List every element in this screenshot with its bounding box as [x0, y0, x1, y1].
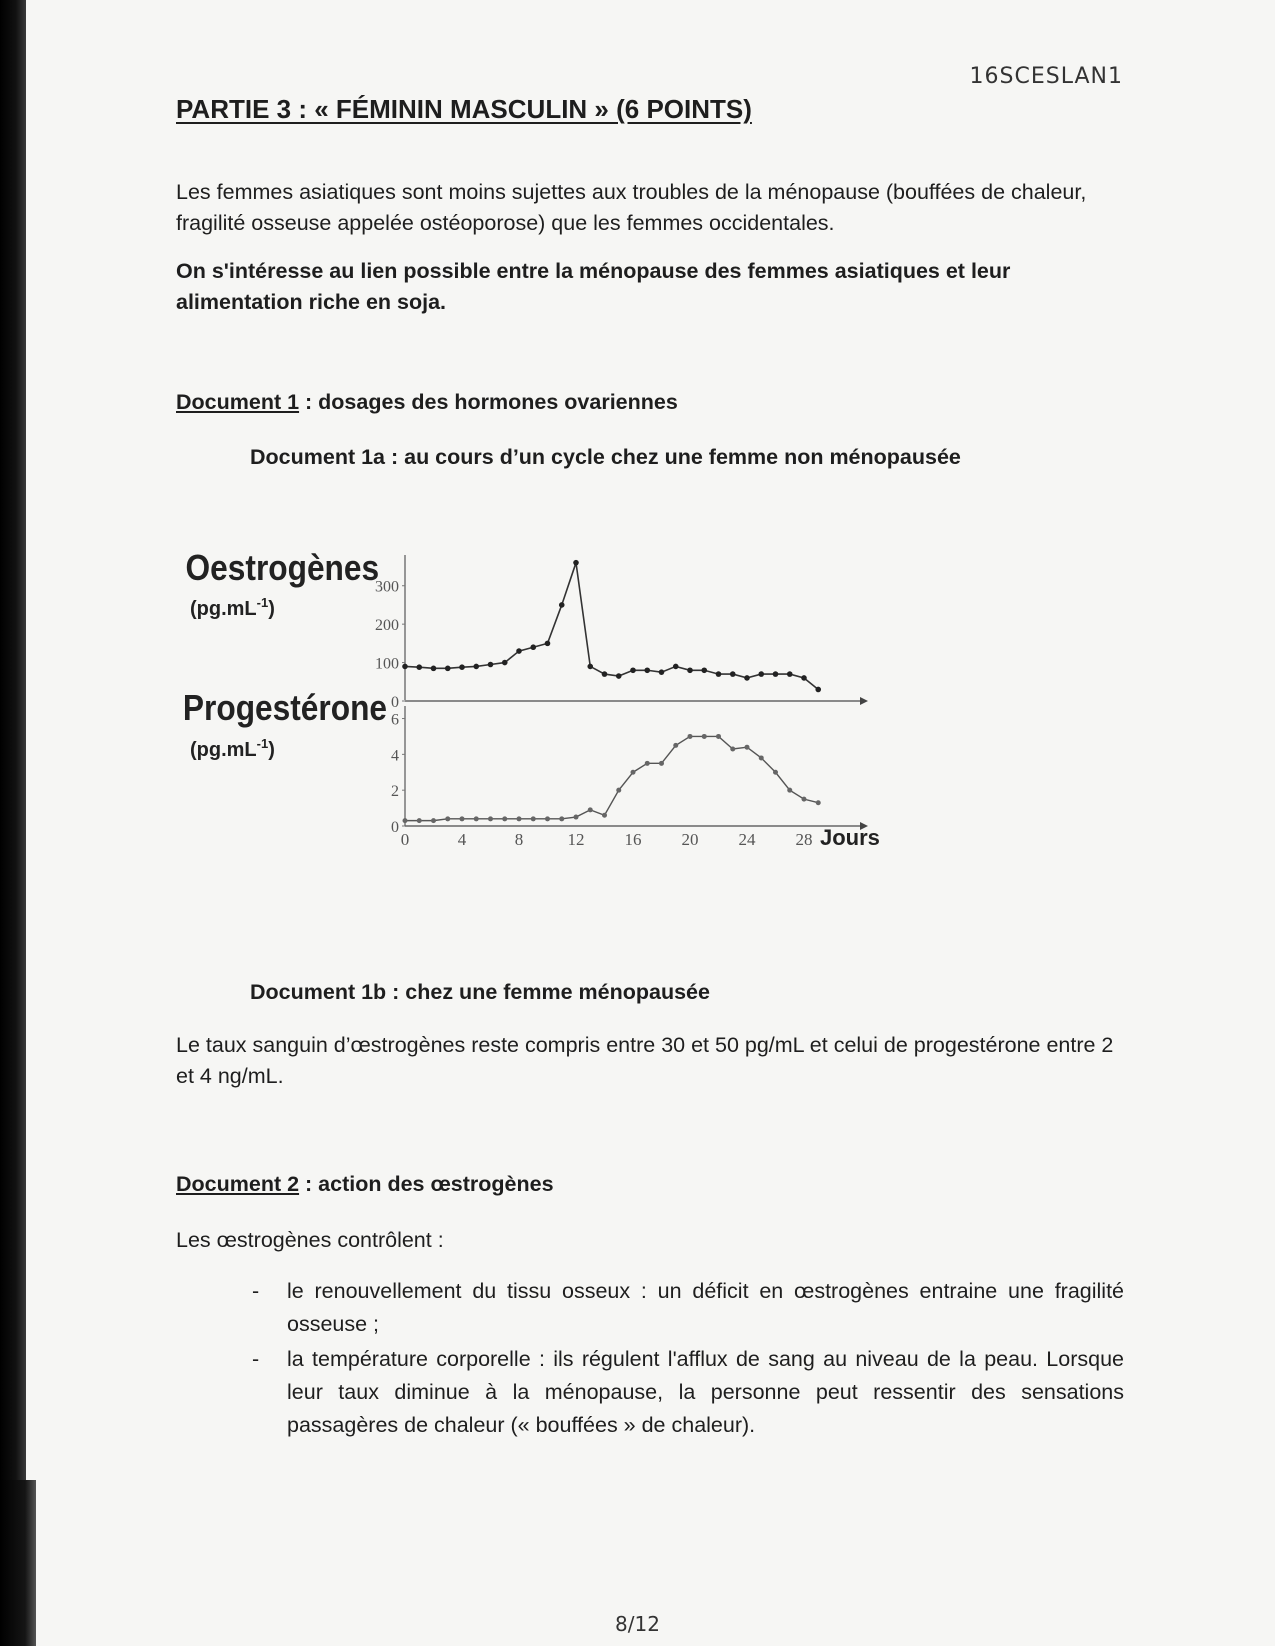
x-tick-label: 24: [738, 830, 756, 849]
oestrogen-point: [644, 667, 650, 673]
doc2-heading: [176, 1172, 554, 1197]
oestrogen-point: [402, 664, 408, 670]
oestrogen-y-tick: 300: [375, 578, 399, 596]
progesterone-y-tick: 6: [391, 711, 399, 729]
progesterone-point: [688, 734, 693, 739]
intro-question: On s'intéresse au lien possible entre la ménopause des femmes asiatiques et leur alimentation riche en soja.: [176, 259, 1011, 314]
oestrogen-point: [687, 667, 693, 673]
progesterone-point: [645, 761, 650, 766]
doc2-list: [176, 1275, 1124, 1444]
oestrogen-title: Oestrogènes: [185, 548, 380, 589]
oestrogen-point: [573, 560, 579, 566]
progesterone-point: [574, 815, 579, 820]
doc1-heading: [176, 390, 678, 415]
oestrogen-point: [459, 664, 465, 670]
progesterone-point: [517, 816, 522, 821]
progesterone-point: [659, 761, 664, 766]
list-item-text: le renouvellement du tissu osseux : un déficit en œstrogènes entraine une fragilité osseuse ;: [287, 1279, 1124, 1336]
page-title: PARTIE 3 : « FÉMININ MASCULIN » (6 POINTS): [176, 94, 752, 124]
progesterone-point: [545, 816, 550, 821]
doc2-title: : action des œstrogènes: [299, 1172, 554, 1196]
list-item-text: la température corporelle : ils régulent l'afflux de sang au niveau de la peau. Lorsque leur taux diminue à la ménopause, la personne peut ressentir des sensations passagères de chaleur (« bouffées » de chaleur).: [287, 1347, 1124, 1437]
oestrogen-point: [730, 671, 736, 677]
progesterone-point: [702, 734, 707, 739]
progesterone-point: [616, 788, 621, 793]
progesterone-point: [759, 755, 764, 760]
oestrogen-point: [773, 671, 779, 677]
progesterone-point: [403, 818, 408, 823]
oestrogen-series: [402, 560, 821, 692]
oestrogen-x-arrow: [860, 697, 868, 705]
oestrogen-point: [659, 669, 665, 675]
list-item: [176, 1343, 1124, 1442]
progesterone-point: [502, 816, 507, 821]
progesterone-point: [531, 816, 536, 821]
oestrogen-point: [488, 662, 494, 668]
progesterone-point: [802, 797, 807, 802]
doc1-title: : dosages des hormones ovariennes: [299, 390, 678, 414]
progesterone-point: [631, 770, 636, 775]
progesterone-point: [445, 816, 450, 821]
list-dash: -: [252, 1347, 260, 1371]
progesterone-point: [716, 734, 721, 739]
scan-shadow-edge: [0, 0, 26, 1646]
x-tick-label: 0: [400, 830, 410, 849]
x-tick-label: 16: [624, 830, 642, 849]
oestrogen-point: [502, 660, 508, 666]
oestrogen-point: [545, 641, 551, 647]
x-tick-labels: [401, 830, 813, 849]
oestrogen-point: [587, 664, 593, 670]
progesterone-point: [730, 746, 735, 751]
progesterone-point: [673, 743, 678, 748]
oestrogen-point: [416, 664, 422, 670]
x-tick-label: 12: [567, 830, 585, 849]
x-tick-label: 20: [681, 830, 699, 849]
x-axis-label: Jours: [820, 825, 880, 850]
x-tick-label: 4: [457, 830, 467, 849]
intro-paragraph: Les femmes asiatiques sont moins sujettes aux troubles de la ménopause (bouffées de chaleur, fragilité osseuse appelée ostéoporose) que les femmes occidentales.: [176, 180, 1087, 235]
hormone-chart: [175, 540, 895, 900]
x-tick-label: 28: [795, 830, 813, 849]
oestrogen-point: [701, 667, 707, 673]
progesterone-y-tick: 4: [391, 747, 399, 765]
progesterone-point: [602, 813, 607, 818]
oestrogen-point: [616, 673, 622, 679]
doc1a-heading: Document 1a : au cours d’un cycle chez une femme non ménopausée: [250, 445, 961, 469]
doc1-label: Document 1: [176, 390, 300, 414]
oestrogen-point: [445, 666, 451, 672]
oestrogen-point: [473, 664, 479, 670]
oestrogen-point: [673, 664, 679, 670]
progesterone-point: [559, 816, 564, 821]
oestrogen-point: [602, 671, 608, 677]
list-item: [176, 1275, 1124, 1341]
progesterone-point: [488, 816, 493, 821]
oestrogen-point: [758, 671, 764, 677]
oestrogen-point: [559, 602, 565, 608]
progesterone-y-ticks: [391, 712, 405, 836]
doc2-label: Document 2: [176, 1172, 300, 1196]
progesterone-point: [431, 818, 436, 823]
progesterone-point: [816, 800, 821, 805]
oestrogen-point: [716, 671, 722, 677]
oestrogen-line: [405, 563, 818, 690]
progesterone-unit: $(pg.mL^{-1})$: [190, 736, 275, 761]
progesterone-series: [403, 734, 821, 823]
progesterone-point: [773, 770, 778, 775]
oestrogen-y-tick: 200: [375, 617, 399, 635]
page-number: 8/12: [615, 1612, 660, 1636]
progesterone-title: Progestérone: [182, 688, 388, 729]
progesterone-point: [787, 788, 792, 793]
doc1b-text: Le taux sanguin d’œstrogènes reste compris entre 30 et 50 pg/mL et celui de progestérone entre 2 et 4 ng/mL.: [176, 1033, 1114, 1088]
exam-code: 16SCESLAN1: [969, 64, 1123, 89]
oestrogen-point: [630, 667, 636, 673]
x-tick-label: 8: [514, 830, 524, 849]
progesterone-point: [588, 807, 593, 812]
oestrogen-point: [744, 675, 750, 681]
progesterone-point: [474, 816, 479, 821]
progesterone-point: [745, 745, 750, 750]
oestrogen-point: [431, 666, 437, 672]
progesterone-line: [405, 736, 818, 820]
doc2-intro: Les œstrogènes contrôlent :: [176, 1228, 444, 1252]
doc1b-heading: Document 1b : chez une femme ménopausée: [250, 980, 710, 1004]
progesterone-y-tick: 2: [391, 783, 399, 801]
oestrogen-y-tick: 0: [391, 694, 399, 711]
oestrogen-point: [815, 687, 821, 693]
oestrogen-point: [787, 671, 793, 677]
list-dash: -: [252, 1279, 260, 1303]
oestrogen-unit: $(pg.mL^{-1})$: [190, 595, 275, 620]
progesterone-point: [460, 816, 465, 821]
oestrogen-point: [801, 675, 807, 681]
oestrogen-y-tick: 100: [375, 655, 399, 673]
progesterone-point: [417, 818, 422, 823]
oestrogen-point: [516, 648, 522, 654]
oestrogen-point: [530, 644, 536, 650]
progesterone-y-tick: 0: [391, 819, 399, 836]
